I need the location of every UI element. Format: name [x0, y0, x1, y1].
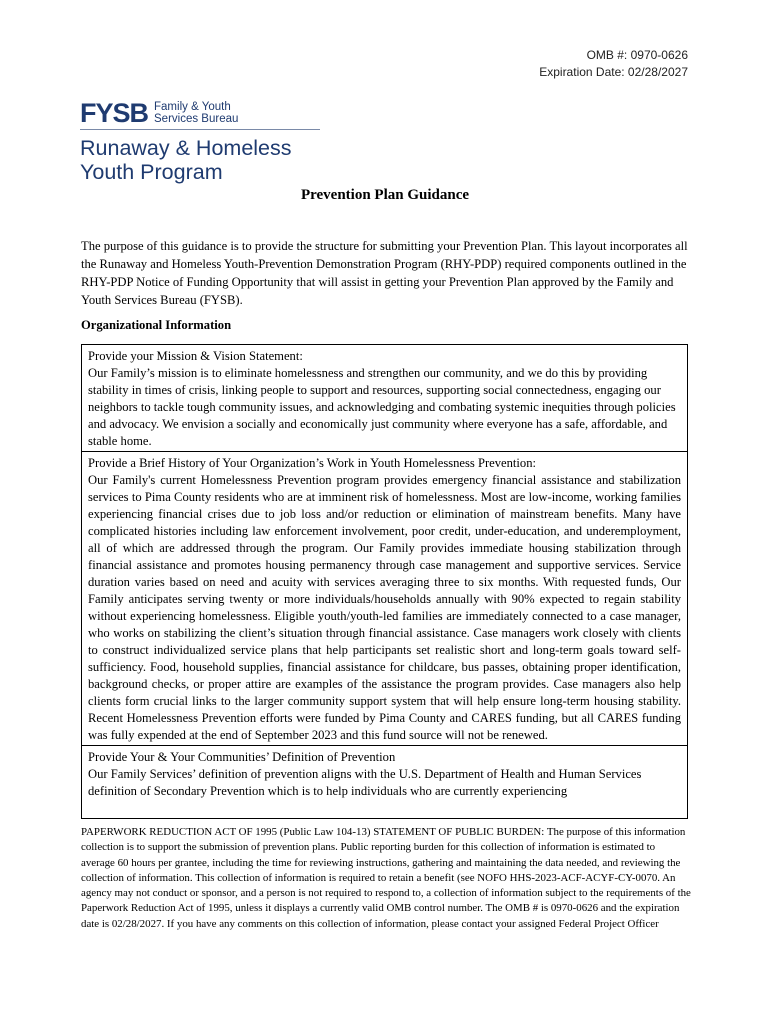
- cell-prompt: Provide your Mission & Vision Statement:: [88, 349, 303, 363]
- fysb-logo: [80, 99, 330, 184]
- mission-vision-cell: [82, 345, 687, 452]
- logo-top-row: [80, 99, 330, 127]
- agency-line-1: Family & Youth: [154, 101, 231, 113]
- program-line-1: Runaway & Homeless: [80, 136, 292, 160]
- logo-divider: [80, 129, 320, 130]
- section-heading: Organizational Information: [81, 318, 232, 332]
- document-title: Prevention Plan Guidance: [300, 187, 470, 203]
- program-name: [80, 136, 330, 184]
- omb-block: [539, 47, 688, 81]
- cell-response: Our Family’s mission is to eliminate homelessness and strengthen our community, and we do this by providing stability in times of crisis, linking people to support and resources, supporting social connectedness, engaging our neighbors to tackle tough community issues, and acknowledging and combating systemic inequities through policies and advocacy. We envision a socially and economically just community where everyone has a safe, affordable, and stable home.: [88, 366, 676, 448]
- agency-name: [154, 101, 238, 125]
- history-cell: [82, 452, 687, 746]
- prevention-definition-cell: [82, 746, 687, 801]
- omb-expiration: Expiration Date: 02/28/2027: [539, 65, 688, 79]
- cell-response: Our Family Services’ definition of prevention aligns with the U.S. Department of Health and Human Services definition of Secondary Prevention which is to help individuals who are currently experiencing: [88, 767, 642, 798]
- cell-prompt: Provide Your & Your Communities’ Definition of Prevention: [88, 750, 396, 764]
- cell-prompt: Provide a Brief History of Your Organization’s Work in Youth Homelessness Prevention:: [88, 456, 537, 470]
- fysb-mark: FYSB: [80, 98, 149, 128]
- program-line-2: Youth Program: [80, 160, 223, 184]
- organizational-info-table: [81, 344, 688, 819]
- paperwork-reduction-statement: PAPERWORK REDUCTION ACT OF 1995 (Public Law 104-13) STATEMENT OF PUBLIC BURDEN: The purpose of this information collection is to support the submission of prevention plans. Public reporting burden for this collection of information is estimated to average 60 hours per grantee, including the time for reviewing instructions, gathering and maintaining the data needed, and reviewing the collection of information. This collection of information is required to retain a benefit (see NOFO HHS-2023-ACF-ACYF-CY-0070. An agency may not conduct or sponsor, and a person is not required to respond to, a collection of information subject to the requirements of the Paperwork Reduction Act of 1995, unless it displays a currently valid OMB control number. The OMB # is 0970-0626 and the expiration date is 02/28/2027. If you have any comments on this collection of information, please contact your assigned Federal Project Officer: [81, 826, 691, 930]
- agency-line-2: Services Bureau: [154, 113, 239, 125]
- intro-paragraph: The purpose of this guidance is to provide the structure for submitting your Prevention Plan. This layout incorporates all the Runaway and Homeless Youth-Prevention Demonstration Program (RHY-PDP) required components outlined in the RHY-PDP Notice of Funding Opportunity that will assist in getting your Prevention Plan approved by the Family and Youth Services Bureau (FYSB).: [81, 239, 688, 307]
- cell-response: Our Family's current Homelessness Prevention program provides emergency financial assistance and stabilization services to Pima County residents who are at imminent risk of homelessness. Most are low-income, working families experiencing financial crises due to job loss and/or reduction or elimination of mainstream benefits. Many have complicated histories including law enforcement involvement, poor credit, under-education, and underemployment, all of which are addressed through the program. Our Family provides immediate housing stabilization through financial assistance and promotes housing permanency through case management and supportive services. Service duration varies based on need and acuity with services averaging three to six months. With requested funds, Our Family anticipates serving twenty or more individuals/households annually with 90% expected to regain stability without experiencing homelessness. Eligible youth/youth-led families are immediately connected to a case manager, who works on stabilizing the client’s situation through financial assistance. Case managers work closely with clients to construct individualized service plans that help participants set realistic short and long-term goals toward self-sufficiency. Food, household supplies, financial assistance for childcare, bus passes, obtaining proper identification, background checks, or proper attire are examples of the assistance the program provides. Case managers also help clients form crucial links to the larger community support system that will help ensure long-term housing stability. Recent Homelessness Prevention efforts were funded by Pima County and CARES funding, but all CARES funding was fully expended at the end of September 2023 and this fund source will not be renewed.: [88, 473, 681, 742]
- omb-number: OMB #: 0970-0626: [586, 48, 688, 62]
